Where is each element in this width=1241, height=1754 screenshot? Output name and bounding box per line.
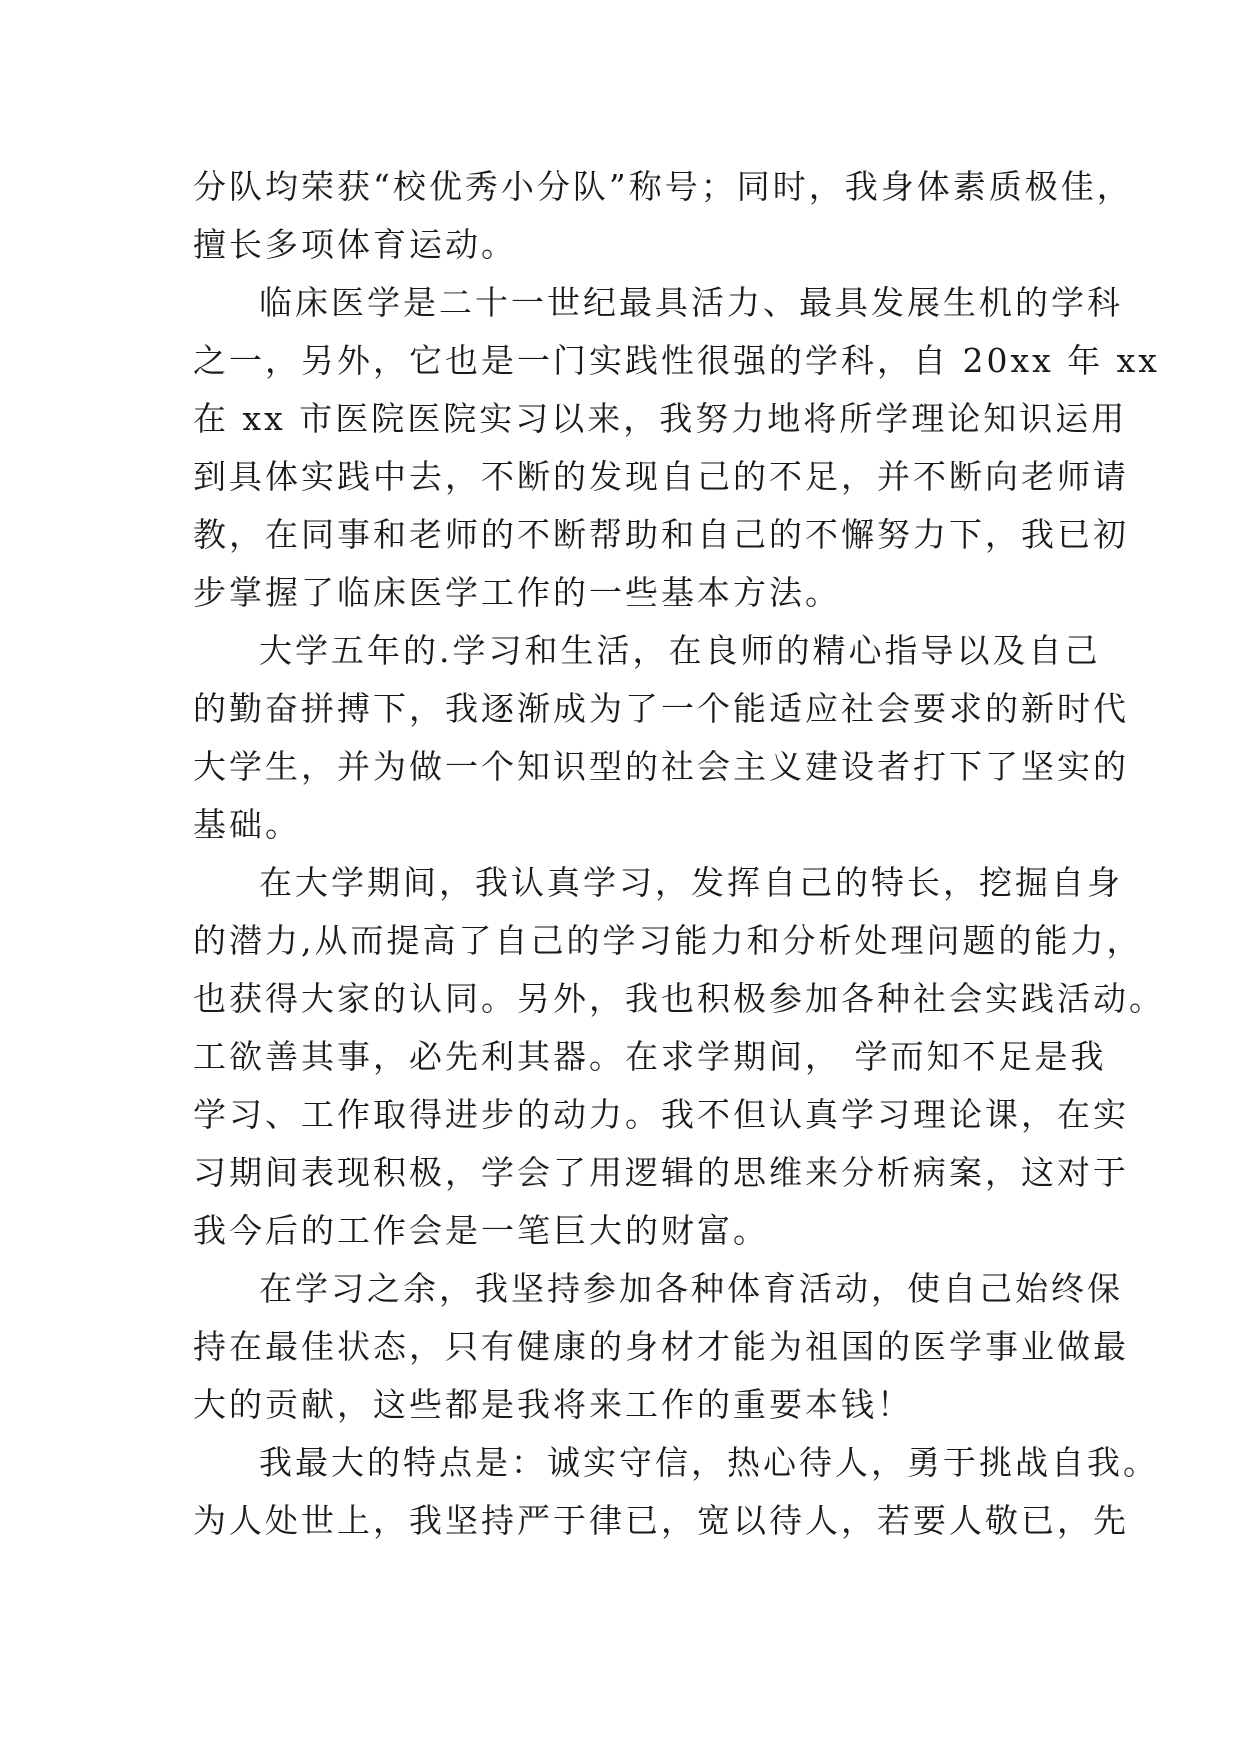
text-line: 我最大的特点是：诚实守信，热心待人，勇于挑战自我。 <box>259 1443 1159 1482</box>
text-line: 擅长多项体育运动。 <box>193 225 517 264</box>
text-line: 工欲善其事，必先利其器。在求学期间， 学而知不足是我 <box>193 1037 1107 1076</box>
text-line: 为人处世上，我坚持严于律已，宽以待人，若要人敬已，先 <box>193 1501 1129 1540</box>
text-line: 大学生，并为做一个知识型的社会主义建设者打下了坚实的 <box>193 747 1129 786</box>
text-line: 大的贡献，这些都是我将来工作的重要本钱！ <box>193 1385 913 1424</box>
text-line: 在大学期间，我认真学习，发挥自己的特长，挖掘自身 <box>259 863 1123 902</box>
text-line: 的勤奋拼搏下，我逐渐成为了一个能适应社会要求的新时代 <box>193 689 1129 728</box>
text-line: 分队均荣获“校优秀小分队”称号；同时，我身体素质极佳， <box>193 167 1133 206</box>
text-line: 教，在同事和老师的不断帮助和自己的不懈努力下，我已初 <box>193 515 1129 554</box>
text-line: 习期间表现积极，学会了用逻辑的思维来分析病案，这对于 <box>193 1153 1129 1192</box>
text-line: 持在最佳状态，只有健康的身材才能为祖国的医学事业做最 <box>193 1327 1129 1366</box>
text-line: 基础。 <box>193 805 301 844</box>
text-line: 临床医学是二十一世纪最具活力、最具发展生机的学科 <box>259 283 1123 322</box>
text-line: 在 xx 市医院医院实习以来，我努力地将所学理论知识运用 <box>193 399 1128 438</box>
document-body <box>193 158 1165 1550</box>
text-line: 学习、工作取得进步的动力。我不但认真学习理论课，在实 <box>193 1095 1129 1134</box>
text-line: 之一，另外，它也是一门实践性很强的学科，自 20xx 年 xx <box>193 341 1160 380</box>
text-line: 的潜力,从而提高了自己的学习能力和分析处理问题的能力， <box>193 921 1143 960</box>
text-line: 也获得大家的认同。另外，我也积极参加各种社会实践活动。 <box>193 979 1165 1018</box>
text-line: 到具体实践中去，不断的发现自己的不足，并不断向老师请 <box>193 457 1129 496</box>
text-line: 大学五年的.学习和生活，在良师的精心指导以及自己 <box>259 631 1101 670</box>
text-line: 步掌握了临床医学工作的一些基本方法。 <box>193 573 841 612</box>
text-line: 在学习之余，我坚持参加各种体育活动，使自己始终保 <box>259 1269 1123 1308</box>
text-line: 我今后的工作会是一笔巨大的财富。 <box>193 1211 769 1250</box>
